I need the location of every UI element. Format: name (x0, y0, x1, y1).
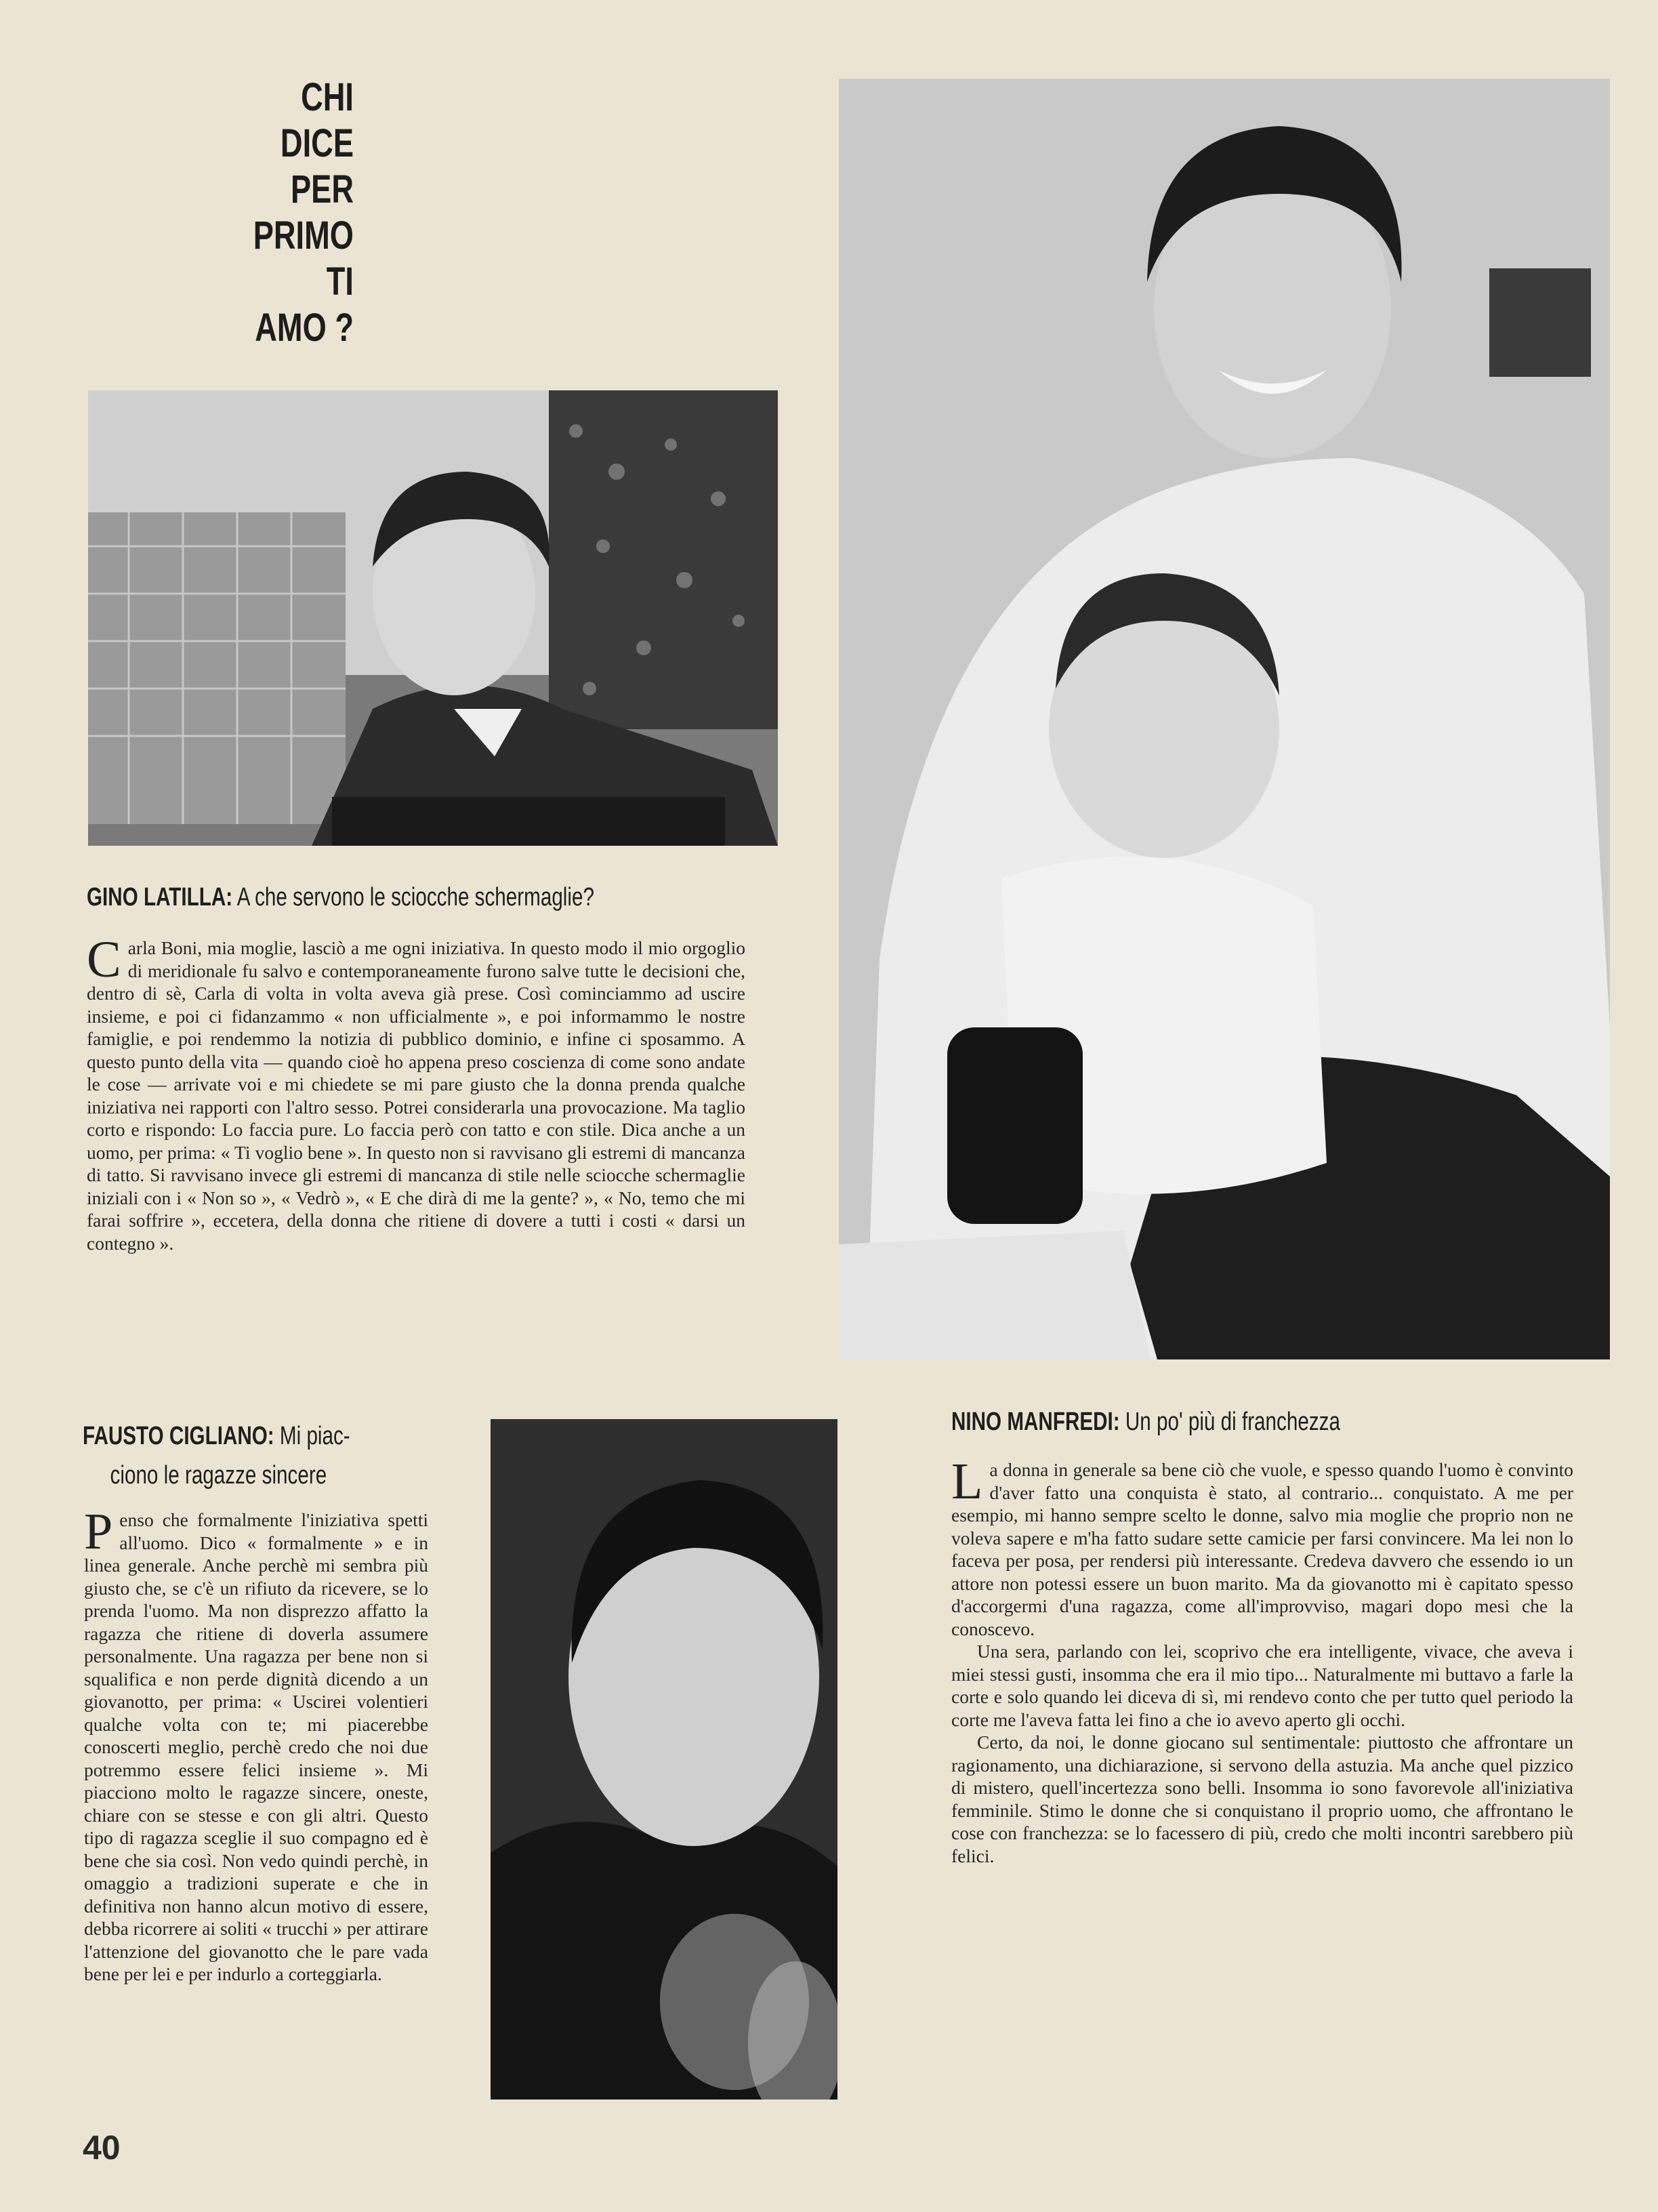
photo-nino-manfredi (839, 79, 1610, 1359)
photo-gino-latilla (88, 390, 778, 846)
article-subtitle: A che servono le sciocche schermaglie? (236, 883, 594, 912)
body-gino-latilla (87, 931, 745, 1254)
photo-fausto-cigliano (491, 1419, 837, 2100)
body-nino-manfredi (951, 1453, 1573, 1867)
article-paragraph: Una sera, parlando con lei, scoprivo che era intelligente, vivace, che aveva i miei stessi gusti, insomma che era il mio tipo... Naturalmente mi buttavo a farle la corte e solo quando lei diceva di sì, mi rendevo conto che per tutto quel periodo la corte me l'aveva fatta lei fino a che io avevo aperto gli occhi. (951, 1641, 1573, 1730)
article-paragraph: a donna in generale sa bene ciò che vuole, e spesso quando l'uomo è convinto d'aver fatto una conquista è stato, al contrario... conquistato. A me per esempio, mi hanno sempre scelto le donne, salvo mia moglie che proprio non ne voleva sapere e m'ha fatto sudare sette camicie per farsi convincere. Ma lei non lo faceva per posa, per rendersi più interessante. Credeva davvero che essendo io un attore non potessi essere un buon marito. Ma da giovanotto mi è capitato spesso d'accorgermi d'una ragazza, come all'improvviso, magari dopo mesi che la conoscevo. (951, 1459, 1573, 1639)
title-line: TI (326, 260, 354, 304)
article-subtitle: ciono le ragazze sincere (110, 1461, 327, 1490)
article-paragraph: Certo, da noi, le donne giocano sul sentimentale: piuttosto che affrontare un ragionamento, una dichiarazione, si servono della astuzia. Ma anche quel pizzico di mistero, quell'incertezza sono belli. Insomma io sono favorevole all'iniziativa femminile. Stimo le donne che si conquistano il proprio uomo, che affrontano le cose con franchezza: se lo facessero di più, credo che molti incontri sarebbero più felici. (951, 1732, 1573, 1866)
dropcap: P (84, 1503, 113, 1560)
body-fausto-cigliano (84, 1503, 428, 1986)
author-name: FAUSTO CIGLIANO: (83, 1422, 274, 1450)
title-line: PER (290, 167, 354, 211)
article-title (236, 75, 354, 351)
heading-gino-latilla (87, 880, 594, 915)
author-name: GINO LATILLA: (87, 883, 233, 912)
heading-fausto-cigliano (83, 1416, 350, 1495)
heading-nino-manfredi (951, 1404, 1340, 1439)
title-line: PRIMO (253, 213, 354, 258)
title-line: CHI (301, 75, 354, 119)
dropcap: L (951, 1453, 983, 1510)
article-subtitle: Un po' più di franchezza (1125, 1408, 1340, 1436)
title-line: AMO ? (255, 306, 354, 350)
page-number: 40 (83, 2129, 121, 2167)
title-line: DICE (280, 121, 354, 165)
article-subtitle: Mi piac- (279, 1422, 350, 1450)
author-name: NINO MANFREDI: (951, 1408, 1120, 1436)
article-text: arla Boni, mia moglie, lasciò a me ogni iniziativa. In questo modo il mio orgoglio di meridionale fu salvo e contemporaneamente furono salve tutte le decisioni che, dentro di sè, Carla di volta in volta aveva già prese. Così cominciammo ad uscire insieme, e poi ci fidanzammo « non ufficialmente », e poi informammo le nostre famiglie, e poi rendemmo la notizia di pubblico dominio, e infine ci sposammo. A questo punto della vita — quando cioè ho appena preso coscienza di come sono andate le cose — arrivate voi e mi chiedete se mi pare giusto che la donna prenda qualche iniziativa nei rapporti con l'altro sesso. Potrei considerarla una provocazione. Ma taglio corto e rispondo: Lo faccia pure. Lo faccia però con tatto e con stile. Dica anche a un uomo, per prima: « Ti voglio bene ». In questo non si ravvisano gli estremi di mancanza di tatto. Si ravvisano invece gli estremi di mancanza di stile nelle sciocche schermaglie iniziali con i « Non so », « Vedrò », « E che dirà di me la gente? », « No, temo che mi farai soffrire », eccetera, della donna che ritiene di dovere a tutti i costi « darsi un contegno ». (87, 937, 745, 1254)
article-text: enso che formalmente l'iniziativa spetti all'uomo. Dico « formalmente » e in linea generale. Anche perchè mi sembra più giusto che, se c'è un rifiuto da ricevere, se lo prenda l'uomo. Ma non disprezzo affatto la ragazza che ritiene di doverla assumere personalmente. Una ragazza per bene non si squalifica e non perde dignità dicendo a un giovanotto, per prima: « Uscirei volentieri qualche volta con te; mi piacerebbe conoscerti meglio, perchè credo che noi due potremmo essere felici insieme ». Mi piacciono molto le ragazze sincere, oneste, chiare con se stesse e con gli altri. Questo tipo di ragazza sceglie il suo compagno ed è bene che sia così. Non vedo quindi perchè, in omaggio a tradizioni superate e che in definitiva non hanno alcun motivo di essere, debba ricorrere ai soliti « trucchi » per attirare l'attenzione del giovanotto che le pare vada bene per lei e per indurlo a corteggiarla. (84, 1509, 428, 1984)
dropcap: C (87, 931, 121, 988)
